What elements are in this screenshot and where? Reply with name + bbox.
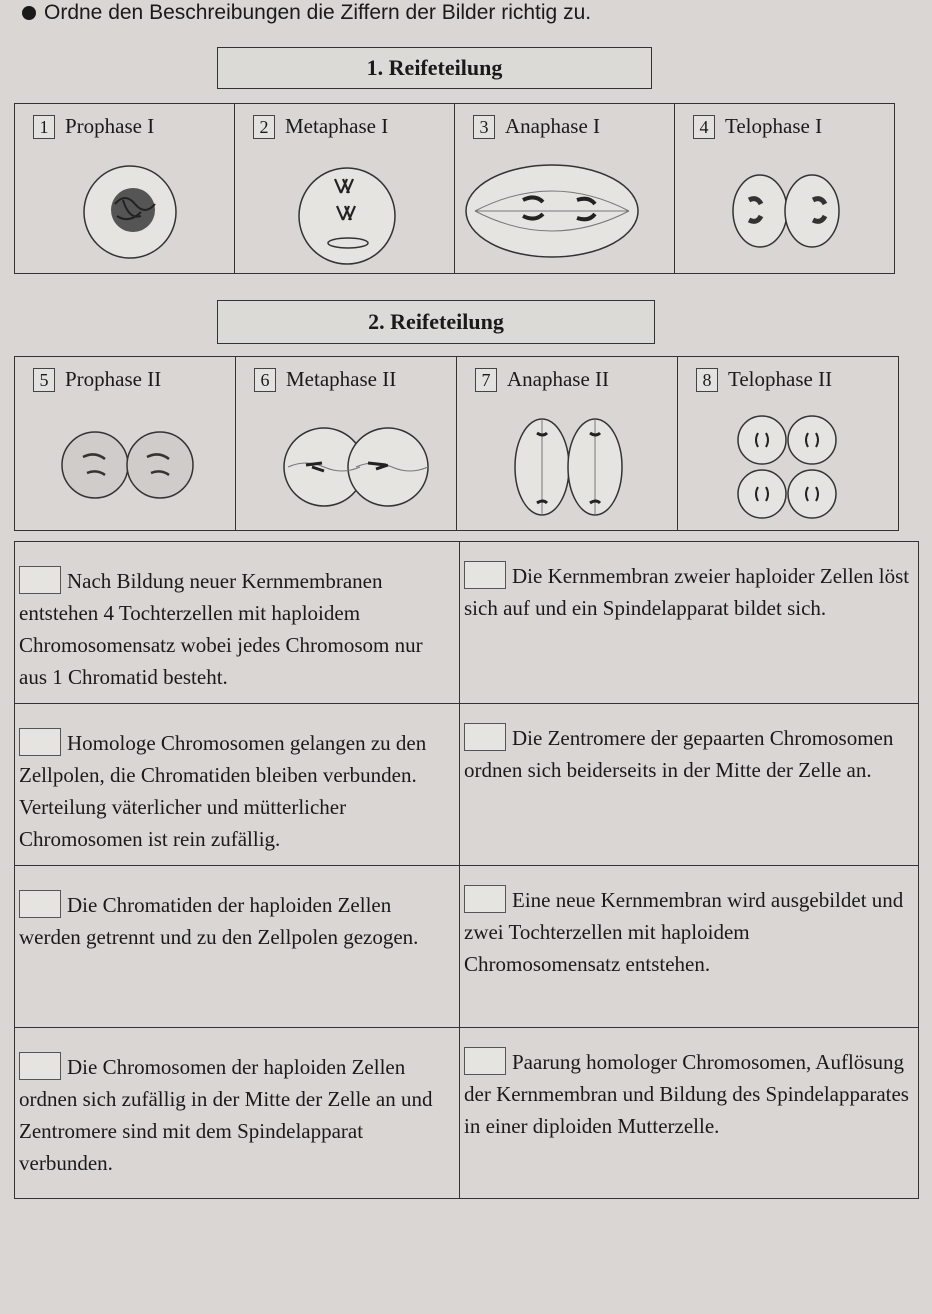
prophase-2-cell-illustration: [15, 357, 236, 530]
stage-number: 2: [253, 115, 275, 139]
stage-label: Anaphase II: [507, 367, 610, 391]
stage-label: Metaphase II: [286, 367, 397, 391]
table-row: [15, 704, 919, 866]
description-text: Die Zentromere der gepaarten Chromosomen ordnen sich beiderseits in der Mitte der Zelle an.: [464, 726, 894, 782]
meiosis1-title: 1. Reifeteilung: [217, 47, 652, 89]
description-cell: [15, 866, 460, 1028]
stage-number: 1: [33, 115, 55, 139]
stage-metaphase-2: [236, 357, 457, 530]
answer-box[interactable]: [19, 890, 61, 918]
answer-box[interactable]: [19, 566, 61, 594]
description-text: Nach Bildung neuer Kernmembranen entstehen 4 Tochterzellen mit haploidem Chromosomensatz wobei jedes Chromosom nur aus 1 Chromatid besteht.: [19, 569, 423, 689]
answer-box[interactable]: [19, 1052, 61, 1080]
answer-box[interactable]: [464, 885, 506, 913]
stage-number: 5: [33, 368, 55, 392]
stage-metaphase-1: [235, 104, 455, 273]
meiosis2-stages: [14, 356, 899, 531]
description-cell: [15, 1028, 460, 1199]
stage-label: Prophase I: [65, 114, 155, 138]
description-text: Die Kernmembran zweier haploider Zellen löst sich auf und ein Spindelapparat bildet sich.: [464, 564, 910, 620]
description-cell: [460, 866, 919, 1028]
description-cell: [15, 542, 460, 704]
answer-box[interactable]: [464, 723, 506, 751]
table-row: [15, 542, 919, 704]
anaphase-2-cell-illustration: [457, 357, 678, 530]
description-cell: [460, 542, 919, 704]
answer-box[interactable]: [19, 728, 61, 756]
stage-prophase-1: [15, 104, 235, 273]
bullet-icon: [22, 6, 36, 20]
description-cell: [460, 1028, 919, 1199]
table-row: [15, 1028, 919, 1199]
description-text: Homologe Chromosomen gelangen zu den Zellpolen, die Chromatiden bleiben verbunden. Verteilung väterlicher und mütterlicher Chromosomen ist rein zufällig.: [19, 731, 427, 851]
stage-prophase-2: [15, 357, 236, 530]
metaphase-2-cell-illustration: [236, 357, 458, 530]
stage-label: Prophase II: [65, 367, 162, 391]
stage-number: 8: [696, 368, 718, 392]
stage-number: 7: [475, 368, 497, 392]
metaphase-1-cell-illustration: [235, 104, 455, 273]
instruction: [22, 0, 591, 26]
meiosis2-title: 2. Reifeteilung: [217, 300, 655, 344]
stage-number: 4: [693, 115, 715, 139]
telophase-2-cell-illustration: [678, 357, 898, 530]
answer-box[interactable]: [464, 1047, 506, 1075]
description-text: Die Chromosomen der haploiden Zellen ordnen sich zufällig in der Mitte der Zelle an und Zentromere sind mit dem Spindelapparat verbunden.: [19, 1055, 433, 1175]
stage-label: Metaphase I: [285, 114, 389, 138]
prophase-1-cell-illustration: [15, 104, 235, 273]
description-text: Eine neue Kernmembran wird ausgebildet und zwei Tochterzellen mit haploidem Chromosomensatz entstehen.: [464, 888, 904, 976]
anaphase-1-cell-illustration: [455, 104, 675, 273]
stage-number: 3: [473, 115, 495, 139]
description-text: Paarung homologer Chromosomen, Auflösung der Kernmembran und Bildung des Spindelapparates in einer diploiden Mutterzelle.: [464, 1050, 909, 1138]
stage-anaphase-1: [455, 104, 675, 273]
instruction-text: Ordne den Beschreibungen die Ziffern der Bilder richtig zu.: [44, 1, 592, 24]
stage-anaphase-2: [457, 357, 678, 530]
stage-label: Anaphase I: [505, 114, 601, 138]
meiosis1-stages: [14, 103, 895, 274]
stage-label: Telophase II: [728, 367, 833, 391]
stage-label: Telophase I: [725, 114, 823, 138]
description-cell: [460, 704, 919, 866]
telophase-1-cell-illustration: [675, 104, 895, 273]
stage-telophase-1: [675, 104, 895, 273]
description-cell: [15, 704, 460, 866]
descriptions-table: [14, 541, 919, 1199]
stage-number: 6: [254, 368, 276, 392]
stage-telophase-2: [678, 357, 899, 530]
table-row: [15, 866, 919, 1028]
answer-box[interactable]: [464, 561, 506, 589]
description-text: Die Chromatiden der haploiden Zellen werden getrennt und zu den Zellpolen gezogen.: [19, 893, 419, 949]
